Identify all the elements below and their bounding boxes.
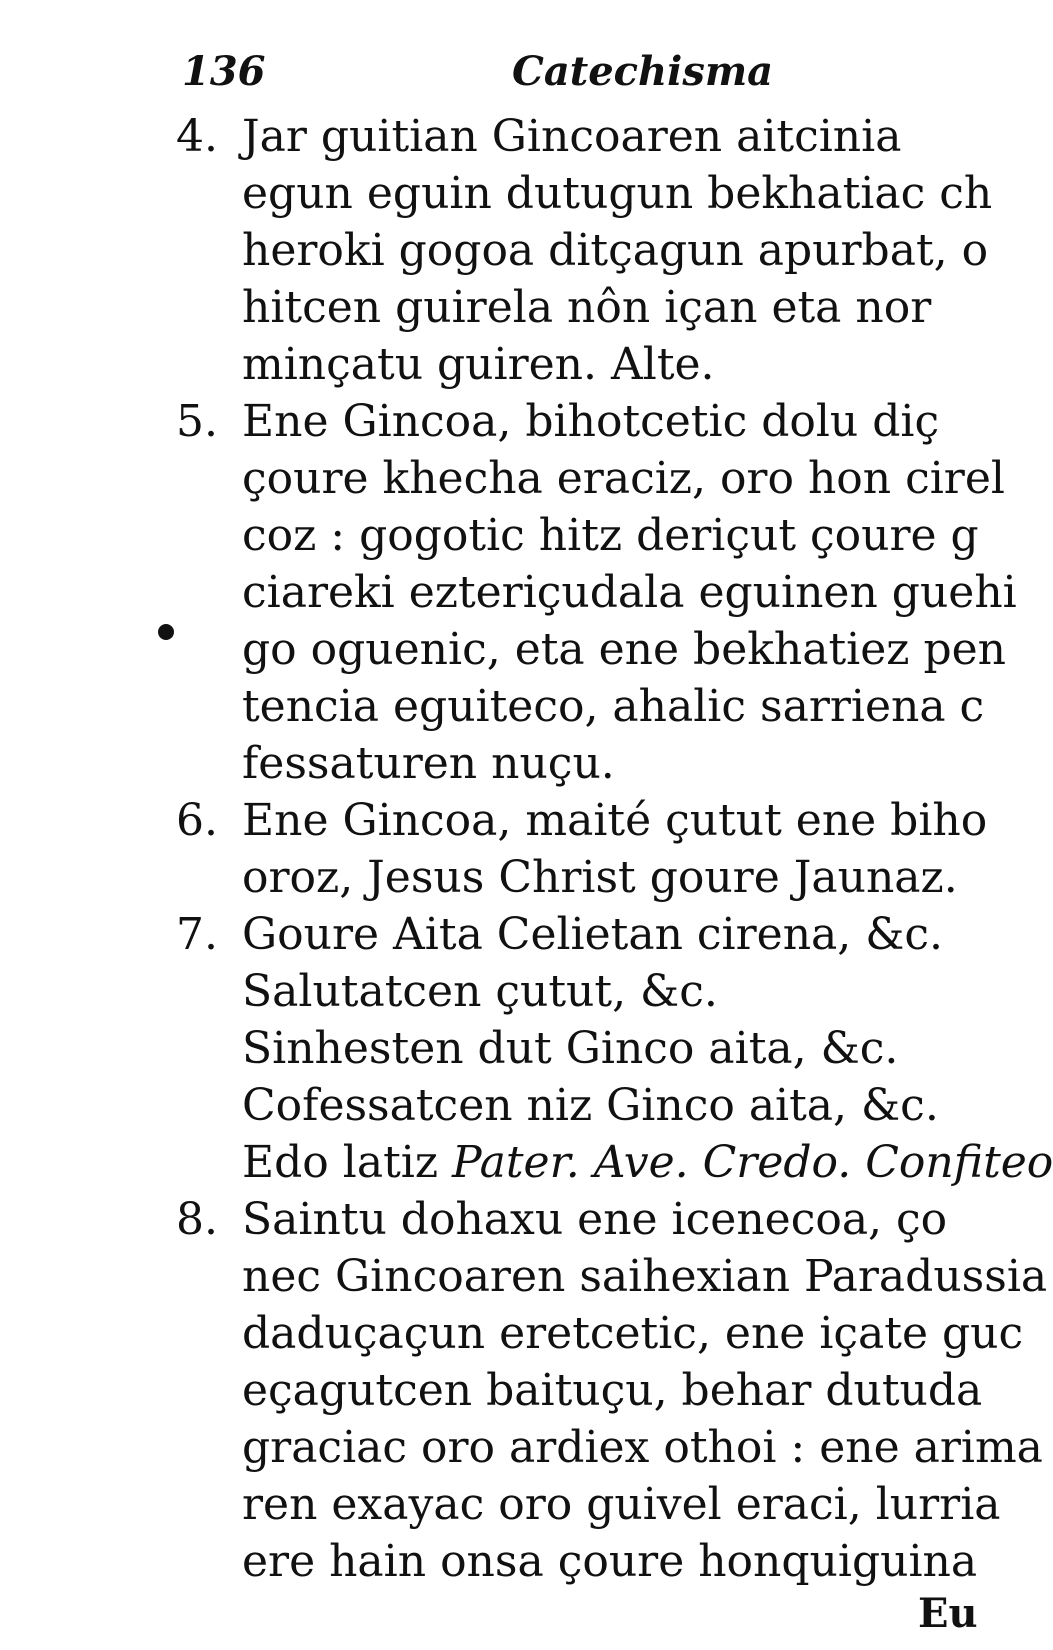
line-text	[242, 1134, 1053, 1191]
line-text: Goure Aita Celietan cirena, &c.	[242, 909, 944, 960]
line-text: eçagutcen baituçu, behar dutuda	[242, 1365, 983, 1416]
text-line	[176, 1020, 966, 1077]
margin-bullet-mark	[158, 624, 174, 640]
text-line	[176, 108, 966, 165]
line-text: fessaturen nuçu.	[242, 738, 615, 789]
prayer-list-italic: Pater. Ave. Credo. Confiteo	[452, 1137, 1053, 1188]
line-text: ciareki ezteriçudala eguinen guehi	[242, 567, 1017, 618]
line-text: Ene Gincoa, maité çutut ene biho	[242, 795, 988, 846]
text-line	[176, 1248, 1048, 1305]
text-line	[176, 165, 993, 222]
text-line	[176, 678, 985, 735]
paragraph-number: 6.	[176, 795, 218, 846]
body-text	[176, 108, 1053, 1590]
text-line	[176, 507, 979, 564]
line-text: Ene Gincoa, bihotcetic dolu diç	[242, 396, 940, 447]
text-line	[176, 279, 966, 336]
text-line	[176, 849, 966, 906]
page-header	[182, 48, 962, 108]
catchword: Eu	[918, 1590, 978, 1637]
text-line	[176, 393, 966, 450]
line-text: minçatu guiren. Alte.	[242, 339, 715, 390]
text-line	[176, 1476, 1001, 1533]
line-text: tencia eguiteco, ahalic sarriena c	[242, 681, 985, 732]
line-text: nec Gincoaren saihexian Paradussia	[242, 1251, 1048, 1302]
text-line	[176, 1134, 1053, 1191]
line-text: daduçaçun eretcetic, ene içate guc	[242, 1308, 1024, 1359]
text-line	[176, 735, 966, 792]
text-line	[176, 906, 966, 963]
text-line	[176, 1362, 983, 1419]
page-number: 136	[182, 48, 266, 95]
running-head: Catechisma	[512, 48, 774, 95]
line-text: çoure khecha eraciz, oro hon cirel	[242, 453, 1005, 504]
line-text: go oguenic, eta ene bekhatiez pen	[242, 624, 1006, 675]
text-line	[176, 564, 1017, 621]
line-text: egun eguin dutugun bekhatiac ch	[242, 168, 993, 219]
line-text: coz : gogotic hitz deriçut çoure g	[242, 510, 979, 561]
paragraph-number: 4.	[176, 111, 218, 162]
line-text: hitcen guirela nôn içan eta nor	[242, 282, 932, 333]
text-line	[176, 222, 989, 279]
line-text: graciac oro ardiex othoi : ene arima	[242, 1422, 1043, 1473]
text-line	[176, 1077, 966, 1134]
text-line	[176, 1305, 1024, 1362]
line-text: Salutatcen çutut, &c.	[242, 966, 718, 1017]
line-text: ren exayac oro guivel eraci, lurria	[242, 1479, 1001, 1530]
line-lead: Edo latiz	[242, 1137, 439, 1188]
text-line	[176, 1419, 1043, 1476]
line-text: Cofessatcen niz Ginco aita, &c.	[242, 1080, 939, 1131]
line-text: ere hain onsa çoure honquiguina	[242, 1536, 978, 1587]
text-line	[176, 963, 966, 1020]
text-line	[176, 1533, 978, 1590]
text-line	[176, 450, 1005, 507]
line-text: Sinhesten dut Ginco aita, &c.	[242, 1023, 899, 1074]
line-text: Jar guitian Gincoaren aitcinia	[242, 111, 902, 162]
paragraph-number: 7.	[176, 909, 218, 960]
paragraph-number: 8.	[176, 1194, 218, 1245]
line-text: Saintu dohaxu ene icenecoa, ço	[242, 1194, 948, 1245]
text-line	[176, 336, 966, 393]
line-text: oroz, Jesus Christ goure Jaunaz.	[242, 852, 958, 903]
line-text: heroki gogoa ditçagun apurbat, o	[242, 225, 989, 276]
paragraph-number: 5.	[176, 396, 218, 447]
text-line	[176, 792, 988, 849]
text-line	[176, 1191, 966, 1248]
text-line	[176, 621, 1006, 678]
